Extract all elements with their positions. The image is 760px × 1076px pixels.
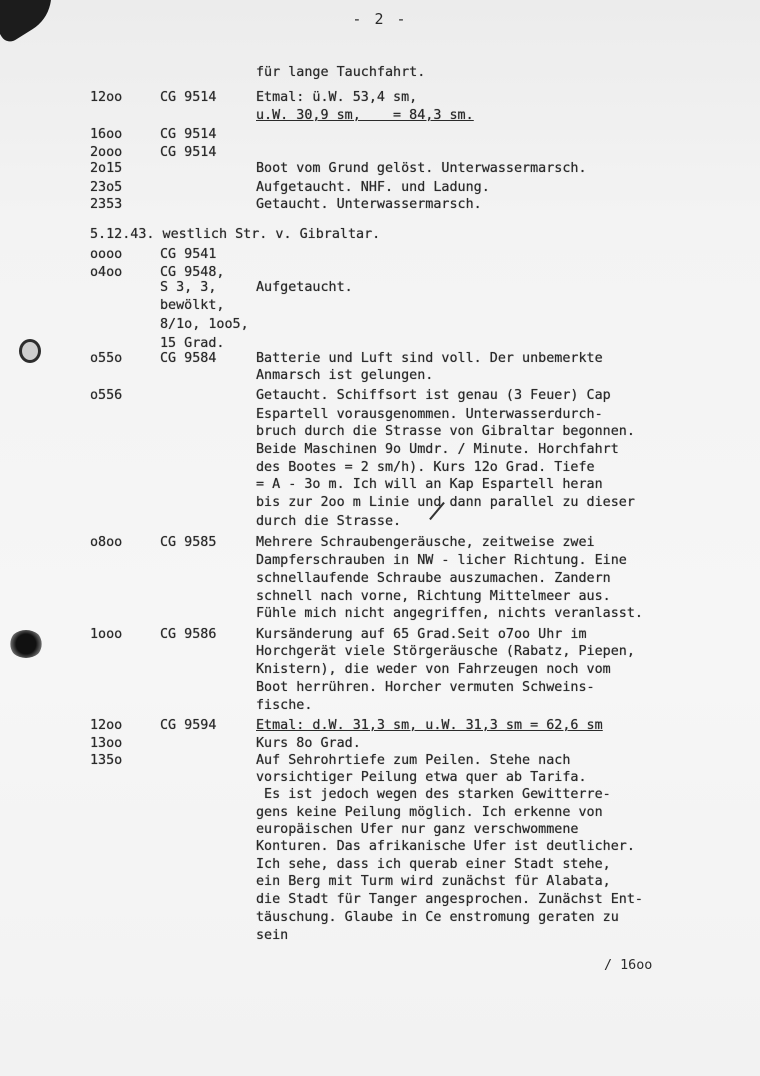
entry-time: 2o15 — [90, 161, 123, 176]
entry-text: = A - 3o m. Ich will an Kap Espartell heran — [256, 477, 603, 492]
entry-position: CG 9586 — [160, 627, 217, 642]
entry-text: Mehrere Schraubengeräusche, zeitweise zwei — [256, 535, 595, 550]
entry-text: durch die Strasse. — [256, 514, 402, 529]
entry-text: Auf Sehrohrtiefe zum Peilen. Stehe nach — [256, 753, 571, 768]
entry-position: CG 9514 — [160, 90, 217, 105]
entry-time: 13oo — [90, 736, 123, 751]
entry-text: Etmal: d.W. 31,3 sm, u.W. 31,3 sm = 62,6 sm — [256, 718, 603, 733]
entry-time: o4oo — [90, 265, 123, 280]
entry-text: Anmarsch ist gelungen. — [256, 368, 434, 383]
entry-time: 135o — [90, 753, 123, 768]
entry-text: gens keine Peilung möglich. Ich erkenne von — [256, 805, 603, 820]
entry-position: S 3, 3, — [160, 280, 217, 295]
entry-text: des Bootes = 2 sm/h). Kurs 12o Grad. Tiefe — [256, 460, 595, 475]
entry-text: Dampferschrauben in NW - licher Richtung. Eine — [256, 553, 627, 568]
entry-text: fische. — [256, 698, 313, 713]
entry-text: Es ist jedoch wegen des starken Gewitterre- — [256, 787, 611, 802]
entry-time: 2ooo — [90, 145, 123, 160]
entry-time: o8oo — [90, 535, 123, 550]
entry-position: CG 9514 — [160, 127, 217, 142]
entry-text: Aufgetaucht. NHF. und Ladung. — [256, 180, 490, 195]
entry-text: Horchgerät viele Störgeräusche (Rabatz, Piepen, — [256, 644, 635, 659]
entry-time: 23o5 — [90, 180, 123, 195]
entry-time: 16oo — [90, 127, 123, 142]
entry-text: Kurs 8o Grad. — [256, 736, 361, 751]
entry-text: Knistern), die weder von Fahrzeugen noch vom — [256, 662, 611, 677]
entry-position: CG 9514 — [160, 145, 217, 160]
entry-text: vorsichtiger Peilung etwa quer ab Tarifa. — [256, 770, 587, 785]
entry-text: schnellaufende Schraube auszumachen. Zandern — [256, 571, 611, 586]
entry-text: europäischen Ufer nur ganz verschwommene — [256, 822, 579, 837]
entry-text: ein Berg mit Turm wird zunächst für Alabata, — [256, 874, 611, 889]
date-heading: 5.12.43. westlich Str. v. Gibraltar. — [90, 227, 381, 242]
entry-position: CG 9585 — [160, 535, 217, 550]
entry-time: 1ooo — [90, 627, 123, 642]
punch-hole-top — [19, 339, 41, 363]
page-number: - 2 - — [352, 10, 408, 28]
entry-text: die Stadt für Tanger angesprochen. Zunächst Ent- — [256, 892, 643, 907]
entry-text: Konturen. Das afrikanische Ufer ist deutlicher. — [256, 839, 635, 854]
entry-position: CG 9594 — [160, 718, 217, 733]
entry-position: CG 9584 — [160, 351, 217, 366]
entry-text: Ich sehe, dass ich querab einer Stadt stehe, — [256, 857, 611, 872]
entry-time: oooo — [90, 247, 123, 262]
entry-text: für lange Tauchfahrt. — [256, 65, 426, 80]
entry-text: Beide Maschinen 9o Umdr. / Minute. Horchfahrt — [256, 442, 619, 457]
entry-time: 12oo — [90, 90, 123, 105]
entry-position: 15 Grad. — [160, 336, 225, 351]
entry-text: Espartell vorausgenommen. Unterwasserdurch- — [256, 407, 603, 422]
entry-text: täuschung. Glaube in Ce enstromung geraten zu — [256, 910, 619, 925]
entry-time: 2353 — [90, 197, 123, 212]
entry-time: o556 — [90, 388, 123, 403]
entry-position: CG 9541 — [160, 247, 217, 262]
continuation-time: / 16oo — [604, 958, 653, 973]
entry-text: sein — [256, 928, 289, 943]
entry-text: bruch durch die Strasse von Gibraltar begonnen. — [256, 424, 635, 439]
entry-time: o55o — [90, 351, 123, 366]
entry-position: CG 9548, — [160, 265, 225, 280]
entry-text: bis zur 2oo m Linie und dann parallel zu dieser — [256, 495, 635, 510]
entry-text: Aufgetaucht. — [256, 280, 353, 295]
entry-text: Etmal: ü.W. 53,4 sm, — [256, 90, 418, 105]
entry-time: 12oo — [90, 718, 123, 733]
punch-hole-bottom — [9, 630, 43, 658]
entry-text: Kursänderung auf 65 Grad.Seit o7oo Uhr im — [256, 627, 587, 642]
entry-position: bewölkt, — [160, 298, 225, 313]
entry-text: Fühle mich nicht angegriffen, nichts veranlasst. — [256, 606, 643, 621]
entry-text: Getaucht. Unterwassermarsch. — [256, 197, 482, 212]
entry-text: Boot vom Grund gelöst. Unterwassermarsch. — [256, 161, 587, 176]
entry-text: Getaucht. Schiffsort ist genau (3 Feuer) Cap — [256, 388, 611, 403]
entry-text: schnell nach vorne, Richtung Mittelmeer aus. — [256, 589, 611, 604]
entry-position: 8/1o, 1oo5, — [160, 317, 249, 332]
entry-text: u.W. 30,9 sm, = 84,3 sm. — [256, 108, 474, 123]
entry-text: Batterie und Luft sind voll. Der unbemerkte — [256, 351, 603, 366]
entry-text: Boot herrühren. Horcher vermuten Schweins- — [256, 680, 595, 695]
